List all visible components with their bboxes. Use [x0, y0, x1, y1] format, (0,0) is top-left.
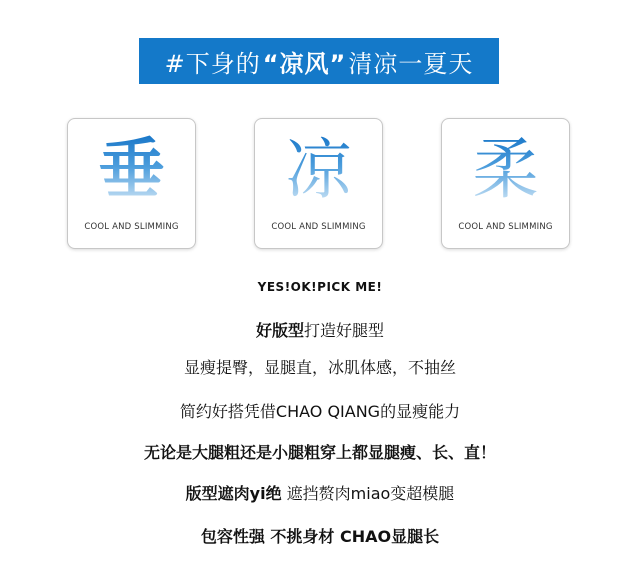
feature-card-cool — [254, 118, 383, 249]
card-glyph: 柔 — [472, 131, 539, 208]
feature-card-drape — [67, 118, 196, 249]
banner-suffix: 清凉一夏天 — [348, 49, 474, 78]
feature-line-1: 显瘦提臀，显腿直，冰肌体感，不抽丝 — [183, 358, 456, 377]
headline-bold: 好版型 — [255, 321, 304, 340]
card-caption: COOL AND SLIMMING — [271, 222, 366, 232]
feature-line-5: 包容性强 不挑身材 CHAO显腿长 — [200, 527, 440, 546]
feature-line-4-rest: 遮挡赘肉miao变超模腿 — [281, 484, 455, 503]
feature-card-soft — [441, 118, 570, 249]
banner-prefix: #下身的 — [164, 49, 261, 78]
feature-line-4 — [0, 481, 640, 504]
headline — [0, 318, 640, 341]
headline-rest: 打造好腿型 — [304, 321, 385, 340]
feature-line-4-bold: 版型遮肉yi绝 — [185, 484, 282, 503]
card-caption: COOL AND SLIMMING — [458, 222, 553, 232]
feature-line-2: 简约好搭凭借CHAO QIANG的显瘦能力 — [179, 402, 461, 421]
card-glyph: 垂 — [98, 131, 165, 208]
card-glyph: 凉 — [285, 131, 352, 208]
feature-cards — [0, 0, 640, 260]
card-caption: COOL AND SLIMMING — [84, 222, 179, 232]
tagline: YES!OK!PICK ME! — [257, 280, 383, 294]
banner-quoted: “凉风” — [262, 49, 347, 78]
feature-line-3: 无论是大腿粗还是小腿粗穿上都显腿瘦、长、直！ — [143, 443, 496, 462]
